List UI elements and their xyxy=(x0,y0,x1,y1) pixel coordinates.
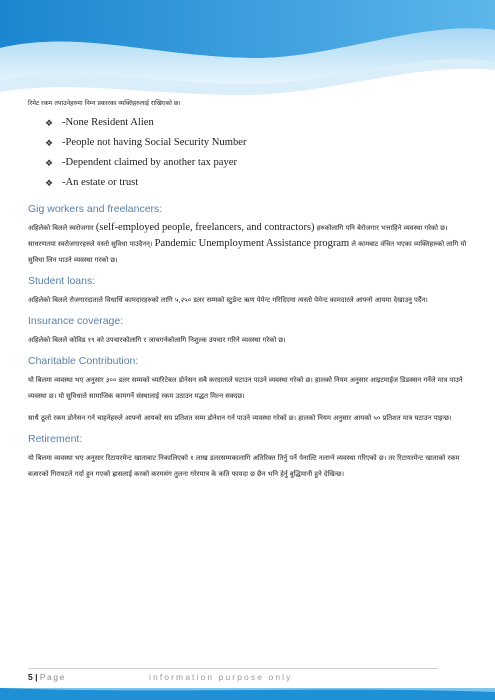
list-item: ❖ -None Resident Alien xyxy=(45,113,468,133)
diamond-bullet-icon: ❖ xyxy=(45,178,54,189)
section-heading: Gig workers and freelancers: xyxy=(28,203,163,216)
section-heading: Student loans: xyxy=(28,275,96,288)
section-charitable xyxy=(28,354,468,426)
section-paragraph: अहिलेको बिलले कोविड १९ को उपचारकोलागि र जाचगर्नकोलागि निशुल्क उपचार गरिने व्यवस्था गरेको छ। xyxy=(28,336,286,345)
section-retirement xyxy=(28,432,468,482)
section-student-loans xyxy=(28,274,468,308)
diamond-bullet-icon: ❖ xyxy=(45,118,54,129)
section-paragraph: अहिलेको बिलले स्वरोजगार (self-employed people, freelancers, and contractors) हरुकोलागि पनि बेरोजगार भत्ताहिने व्यवस्था गरेको छ। साधरणतया स्वरोजगारहरुले यस्तो सुविधा पाउदैनन्। Pandemic Unemployment Assistance program ले कामबाट वंचित भएका व्यक्तिहरुको लागि यो सुविधा लिन पाउने व्यवस्था गरको छ। xyxy=(28,222,467,265)
bullet-list xyxy=(28,113,468,193)
list-item: ❖ -Dependent claimed by another tax payer xyxy=(45,153,468,173)
section-heading: Insurance coverage: xyxy=(28,315,124,328)
section-heading: Retirement: xyxy=(28,433,83,446)
diamond-bullet-icon: ❖ xyxy=(45,158,54,169)
page-footer xyxy=(28,668,468,688)
diamond-bullet-icon: ❖ xyxy=(45,138,54,149)
section-paragraph: अहिलेको बिलले रोजगारदाताले विधार्थि कामदारहरुको लागि ५,२५० डलर सम्मको स्टुडेन्ट ऋण पेमेन्ट गरिदिएमा त्यस्तो पेमेन्ट कामदारले आफ्नो आयमा देखाउनु पर्दैन। xyxy=(28,296,428,305)
section-paragraph: साथै ठूलो रकम डोनेसन गर्न चाहनेहरुले आफ्नो आयको सय प्रतिशत सम्म डोनेशन गर्न पाउने व्यवस्था गरेको छ। हालको नियम अनुसार आयको ५० प्रतिशत मात्र घटाउन पाइन्छ। xyxy=(28,414,452,423)
footer-note: information purpose only xyxy=(149,672,293,682)
list-item: ❖ -An estate or trust xyxy=(45,173,468,193)
header-wave-decoration xyxy=(0,0,495,110)
list-item: ❖ -People not having Social Security Number xyxy=(45,133,468,153)
section-paragraph: यो बिलमा व्यवस्था भए अनुसार ३०० डलर सम्मको च्यारिटेबल डोनेसन सबै करदाताले घटाउन पाउने व्यवस्था गरेको छ। हालको नियम अनुसार आइटमाईज डिडक्सन गर्नेले मात्र पाउने व्यवस्था छ। यो सुविधाले सामाजिक कामगर्ने संस्थालाई रकम उठाउन मद्धत मिल्न सक्दछ। xyxy=(28,376,463,401)
section-gig-workers xyxy=(28,202,468,268)
section-paragraph: यो बिलमा व्यवस्था भए अनुसार रिटायरमेन्ट खाताबाट निकालिएको १ लाख डलरसम्मकालागि अतिरिक्त तिर्नु पर्ने पेनाल्टि नलाग्ने व्यवस्था गरिएको छ। तर रिटायरमेन्ट खाताको रकम बजारको गिरावटले गर्दा हुन गएको ह्रासलाई करको करमसंग तुलना गरेरमात्र के कति फायदा छ छैन भनि हेर्नु बुद्धिमानी हुने देखिन्छ। xyxy=(28,454,460,479)
intro-text: रिमेट रकम तपाउनेहरुमा निम्न प्रकारका व्यक्तिहरुलाई राखिएको छ। xyxy=(28,100,181,107)
footer-divider xyxy=(28,668,438,669)
document-body xyxy=(28,99,468,488)
section-heading: Charitable Contribution: xyxy=(28,355,139,368)
section-insurance xyxy=(28,314,468,348)
page-number: 5 | Page xyxy=(28,672,66,682)
bottom-wave-decoration xyxy=(0,688,495,700)
